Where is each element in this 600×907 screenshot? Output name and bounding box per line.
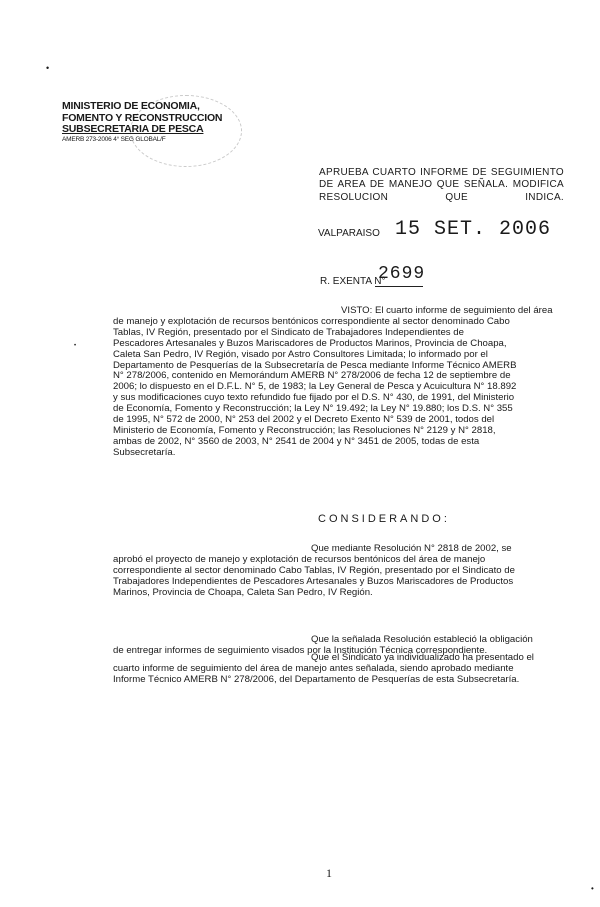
handwritten-resolution-number: 2699 bbox=[378, 264, 426, 284]
ministry-header bbox=[62, 101, 222, 144]
resolution-number-label: R. EXENTA N° bbox=[320, 276, 386, 287]
handwritten-date: 15 SET. 2006 bbox=[395, 218, 552, 241]
header-line-1: MINISTERIO DE ECONOMIA, bbox=[62, 100, 200, 112]
consideration-1: Que mediante Resolución N° 2818 de 2002, se aprobó el proyecto de manejo y explotación de recursos bentónicos del área de manejo correspondiente al sector denominado Cabo Tablas, IV Región, presentado por el Sindicato de Trabajadores Independientes de Pescadores Artesanales y Buzos Mariscadores de Productos Marinos, Provincia de Choapa, Caleta San Pedro, IV Región. bbox=[113, 543, 515, 598]
header-line-4: AMERB 273-2006 4° SEG GLOBAL/F bbox=[62, 135, 166, 143]
visto-paragraph: VISTO: El cuarto informe de seguimiento del área de manejo y explotación de recursos bentónicos correspondiente al sector denominado Cabo Tablas, IV Región, presentado por el Sindicato de Trabajadores Independientes de Pescadores Artesanales y Buzos Mariscadores de Productos Marinos, Provincia de Choapa, Caleta San Pedro, IV Región, visado por Astro Consultores Limitada; lo informado por el Departamento de Pesquerías de la Subsecretaría de Pesca mediante Informe Técnico AMERB N° 278/2006, contenido en Memorándum AMERB N° 278/2006 de fecha 12 de septiembre de 2006; lo dispuesto en el D.F.L. N° 5, de 1983; la Ley General de Pesca y Acuicultura N° 18.892 y sus modificaciones cuyo texto refundido fue fijado por el D.S. N° 430, de 1991, del Ministerio de Economía, Fomento y Reconstrucción; la Ley N° 19.492; la Ley N° 19.880; los D.S. N° 355 de 1995, N° 572 de 2000, N° 253 del 2002 y el Decreto Exento N° 539 de 2001, todos del Ministerio de Economía, Fomento y Reconstrucción; las Resoluciones N° 2129 y N° 2818, ambas de 2002, N° 3560 de 2003, N° 2541 de 2004 y N° 3451 de 2005, todas de esta Subsecretaría. bbox=[113, 305, 553, 458]
page-number: 1 bbox=[326, 866, 332, 880]
header-line-3: SUBSECRETARIA DE PESCA bbox=[62, 123, 204, 135]
consideration-2: Que la señalada Resolución estableció la obligación de entregar informes de seguimiento visados por la Institución Técnica correspondiente. bbox=[113, 634, 533, 656]
scan-speck: • bbox=[74, 343, 77, 349]
scan-speck: • bbox=[591, 884, 594, 893]
date-label: VALPARAISO bbox=[318, 228, 380, 239]
resolution-subject: APRUEBA CUARTO INFORME DE SEGUIMIENTO DE AREA DE MANEJO QUE SEÑALA. MODIFICA RESOLUCION QUE INDICA. bbox=[319, 167, 564, 203]
resolution-number-underline bbox=[375, 286, 423, 287]
considerando-heading: CONSIDERANDO: bbox=[318, 513, 450, 525]
scan-speck: • bbox=[46, 63, 50, 73]
header-line-2: FOMENTO Y RECONSTRUCCION bbox=[62, 111, 223, 124]
consideration-3: Que el Sindicato ya individualizado ha presentado el cuarto informe de seguimiento del área de manejo antes señalada, siendo aprobado mediante Informe Técnico AMERB N° 278/2006, del Departamento de Pesquerías de esta Subsecretaría. bbox=[113, 652, 534, 685]
